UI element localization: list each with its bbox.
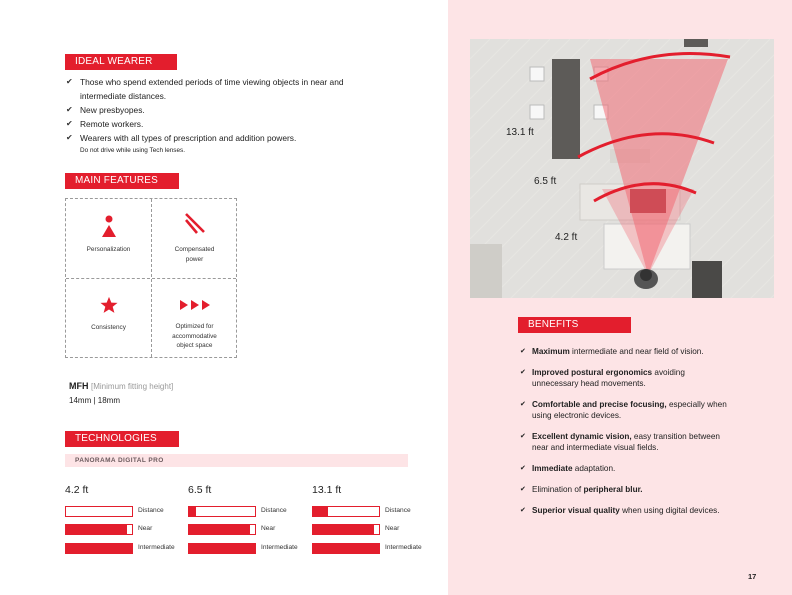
bar-label: Near — [261, 525, 276, 532]
features-grid — [65, 198, 237, 358]
bar-fill — [313, 507, 328, 516]
check-icon: ✔ — [66, 105, 73, 114]
office-top-view — [470, 39, 774, 298]
feature-consistency: Consistency — [66, 279, 151, 358]
person-icon — [101, 214, 117, 238]
bar-label: Distance — [261, 507, 287, 514]
fov-label-near: 4.2 ft — [555, 232, 578, 243]
check-icon: ✔ — [520, 401, 526, 408]
technologies-header: TECHNOLOGIES — [65, 431, 179, 447]
bar-label: Intermediate — [385, 544, 422, 551]
fov-label-mid: 6.5 ft — [534, 176, 557, 187]
page-number: 17 — [748, 572, 757, 581]
check-icon: ✔ — [520, 433, 526, 440]
bar-track — [65, 506, 133, 517]
bar-track — [65, 524, 133, 535]
bar-label: Near — [138, 525, 153, 532]
bar-track — [188, 506, 256, 517]
list-item: ✔ Comfortable and precise focusing, especially when using electronic devices. — [520, 400, 727, 420]
main-features-header: MAIN FEATURES — [65, 173, 179, 189]
list-item: intermediate distances. — [80, 91, 167, 101]
list-item: ✔ New presbyopes. — [66, 105, 145, 115]
distance-title: 6.5 ft — [188, 484, 212, 496]
bar-fill — [189, 507, 196, 516]
ideal-wearer-header: IDEAL WEARER — [65, 54, 177, 70]
bar-label: Intermediate — [261, 544, 298, 551]
star-icon — [100, 296, 118, 314]
driving-note: Do not drive while using Tech lenses. — [80, 147, 186, 154]
list-item: ✔ Superior visual quality when using digital devices. — [520, 506, 720, 515]
list-item: ✔ Those who spend extended periods of time viewing objects in near and — [66, 77, 344, 87]
check-icon: ✔ — [66, 119, 73, 128]
check-icon: ✔ — [520, 507, 526, 514]
distance-title: 4.2 ft — [65, 484, 89, 496]
benefits-list — [520, 346, 760, 516]
list-item: ✔ Wearers with all types of prescription and addition powers. — [66, 133, 297, 143]
benefits-header: BENEFITS — [518, 317, 631, 333]
bar-fill — [189, 544, 255, 553]
check-icon: ✔ — [520, 465, 526, 472]
check-icon: ✔ — [66, 133, 73, 142]
bar-label: Distance — [138, 507, 164, 514]
bar-fill — [313, 544, 379, 553]
mfh-label: MFH [Minimum fitting height] — [69, 381, 174, 391]
check-icon: ✔ — [520, 486, 526, 493]
list-item: ✔ Elimination of peripheral blur. — [520, 485, 643, 494]
bar-track — [312, 543, 380, 554]
triple-arrow-icon — [179, 299, 211, 311]
diagonal-slash-icon — [183, 211, 207, 237]
check-icon: ✔ — [520, 348, 526, 355]
list-item: ✔ Excellent dynamic vision, easy transition between near and intermediate visual fields. — [520, 432, 720, 452]
check-icon: ✔ — [66, 77, 73, 86]
feature-personalization: Personalization — [66, 199, 151, 278]
field-of-view-image — [470, 39, 774, 298]
bar-fill — [189, 525, 250, 534]
feature-optimized: Optimized for accommodative object space — [152, 279, 237, 358]
bar-label: Distance — [385, 507, 411, 514]
bar-label: Near — [385, 525, 400, 532]
check-icon: ✔ — [520, 369, 526, 376]
technology-product: PANORAMA DIGITAL PRO — [65, 454, 408, 467]
bar-fill — [313, 525, 374, 534]
distance-title: 13.1 ft — [312, 484, 342, 496]
bar-fill — [66, 544, 132, 553]
mfh-values: 14mm | 18mm — [69, 396, 120, 405]
bar-fill — [66, 525, 127, 534]
bar-track — [312, 506, 380, 517]
bar-track — [188, 524, 256, 535]
bar-track — [65, 543, 133, 554]
list-item: ✔ Immediate adaptation. — [520, 464, 616, 473]
list-item: ✔ Remote workers. — [66, 119, 144, 129]
bar-track — [188, 543, 256, 554]
ideal-wearer-list — [66, 75, 406, 157]
fov-label-far: 13.1 ft — [506, 127, 534, 138]
feature-compensated-power: Compensated power — [152, 199, 237, 278]
bar-label: Intermediate — [138, 544, 175, 551]
list-item: ✔ Improved postural ergonomics avoiding unnecessary head movements. — [520, 368, 685, 388]
bar-track — [312, 524, 380, 535]
list-item: ✔ Maximum intermediate and near field of vision. — [520, 347, 704, 356]
